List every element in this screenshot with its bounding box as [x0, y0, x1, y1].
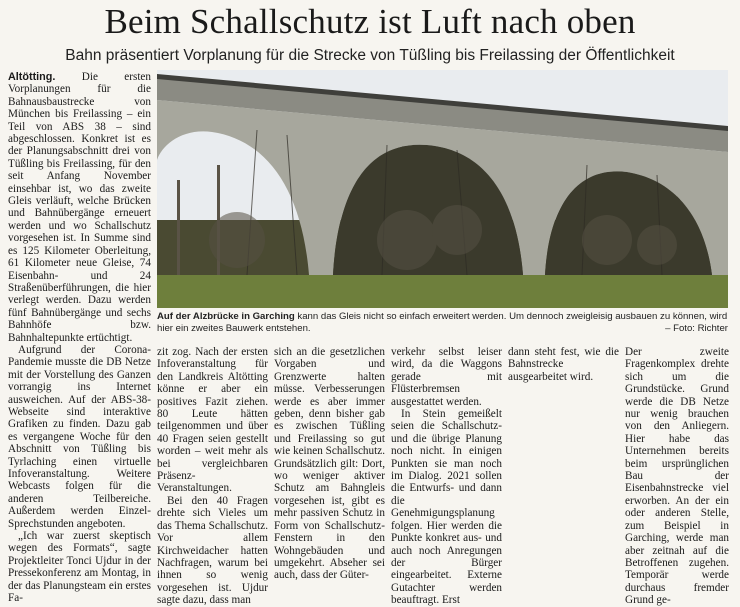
- paragraph: sich an die gesetzlichen Vorgaben und Grenzwerte halten müsse. Verbesserungen werde es aber immer geben, denn bisher gab es zwischen Tüßling und Freilassing so gut wie keinen Schallschutz. Grundsätzlich gilt: Dort, wo weniger aktiver Schutz am Bahngleis vorgesehen ist, gibt es mehr passiven Schutz in Form von Schallschutz-Fenstern in den Wohngebäuden und umgekehrt. Abseher sei auch, dass der Güter-: [274, 346, 385, 582]
- subheadline: Bahn präsentiert Vorplanung für die Strecke von Tüßling bis Freilassing der Öffentlichkeit: [65, 47, 675, 64]
- paragraph: Bei den 40 Fragen drehte sich Vieles um das Thema Schallschutz. Vor allem Kirchweidacher hatten Nachfragen, warum bei ihnen so wenig vorgesehen ist. Ujdur sagte dazu, dass man: [157, 494, 268, 607]
- bridge-photo: [157, 70, 728, 308]
- paragraph-text: Die ersten Vorplanungen für die Bahnausbaustrecke von München bis Freilassing – ein Teil von ABS 38 – sind abgeschlossen. Konkret ist es der Planungsabschnitt drei von Tüßling bis Freilassing, für den seit Anfang November einsehbar ist, wo das zweite Gleis verläuft, welche Brücken und Bahnübergänge erneuert werden und wo Schallschutz vorgesehen ist. In Summe sind es 125 Kilometer Oberleitung, 61 Kilometer neue Gleise, 74 Eisenbahn- und 24 Straßenüberführungen, die hier verlegt werden. Dazu werden fünf Bahnübergänge und sechs Bahnhöfe bzw. Bahnhaltepunkte ertüchtigt.: [8, 71, 151, 344]
- photo-credit: – Foto: Richter: [665, 322, 728, 334]
- paragraph: „Ich war zuerst skeptisch wegen des Formats“, sagte Projektleiter Tonci Ujdur in der Pressekonferenz am Montag, in der das Planungsteam ein erstes Fa-: [8, 530, 151, 605]
- paragraph: [8, 71, 151, 344]
- article-column-3: [274, 346, 385, 582]
- paragraph: verkehr selbst leiser wird, da die Waggons gerade mit Flüsterbremsen ausgestattet werden.: [391, 346, 502, 408]
- article-column-1: [8, 71, 151, 604]
- paragraph: In Stein gemeißelt seien die Schallschutz- und die übrige Planung noch nicht. In einigen Punkten sie man noch im Dialog. 2021 sollen die Entwurfs- und dann die Genehmigungsplanung folgen. Hier werden die Punkte konkret aus- und auch noch Anregungen der Bürger eingearbeitet. Externe Gutachter werden beauftragt. Erst: [391, 408, 502, 607]
- dateline: Altötting.: [8, 71, 56, 83]
- paragraph: Aufgrund der Corona-Pandemie musste die DB Netze mit der Vorstellung des Ganzen vorrangig ins Internet ausweichen. Auf der ABS-38-Webseite sind interaktive Grafiken zu finden. Dazu gab es vergangene Woche für den Abschnitt von Tüßling bis Tyrlaching einen virtuelle Infoveranstaltung. Weitere Webcasts folgen für die anderen Teilbereiche. Außerdem werden Einzel-Sprechstunden angeboten.: [8, 343, 151, 530]
- caption-lead: Auf der Alzbrücke in Garching: [157, 311, 295, 322]
- article-column-6: [625, 346, 729, 607]
- paragraph: Der zweite Fragenkomplex drehte sich um die Grundstücke. Grund werde die DB Netze nur wenig brauchen von den Anliegern. Hier habe das Unternehmen bereits beim ursprünglichen Bau der Eisenbahnstrecke viel erworben. An der ein oder anderen Stelle, zum Beispiel in Garching, werde man aber zeitnah auf die Betroffenen zugehen. Temporär werde durchaus fremder Grund ge-: [625, 346, 729, 607]
- photo-caption: [157, 311, 728, 334]
- paragraph: dann steht fest, wie die Bahnstrecke ausgearbeitet wird.: [508, 346, 619, 383]
- article-column-4: [391, 346, 502, 607]
- headline: Beim Schallschutz ist Luft nach oben: [104, 2, 636, 41]
- article-column-2: [157, 346, 268, 607]
- article-column-5: [508, 346, 619, 383]
- paragraph: zit zog. Nach der ersten Infoveranstaltung für den Landkreis Altötting könne er aber ein positives Fazit ziehen. 80 Leute hätten teilgenommen und über 40 Fragen seien gestellt worden – weit mehr als bei vergleichbaren Präsenz-Veranstaltungen.: [157, 346, 268, 495]
- caption-text: kann das Gleis nicht so einfach erweitert werden. Um dennoch zweigleisig ausbauen zu können, wird hier ein zweites Bauwerk entstehen.: [157, 311, 728, 334]
